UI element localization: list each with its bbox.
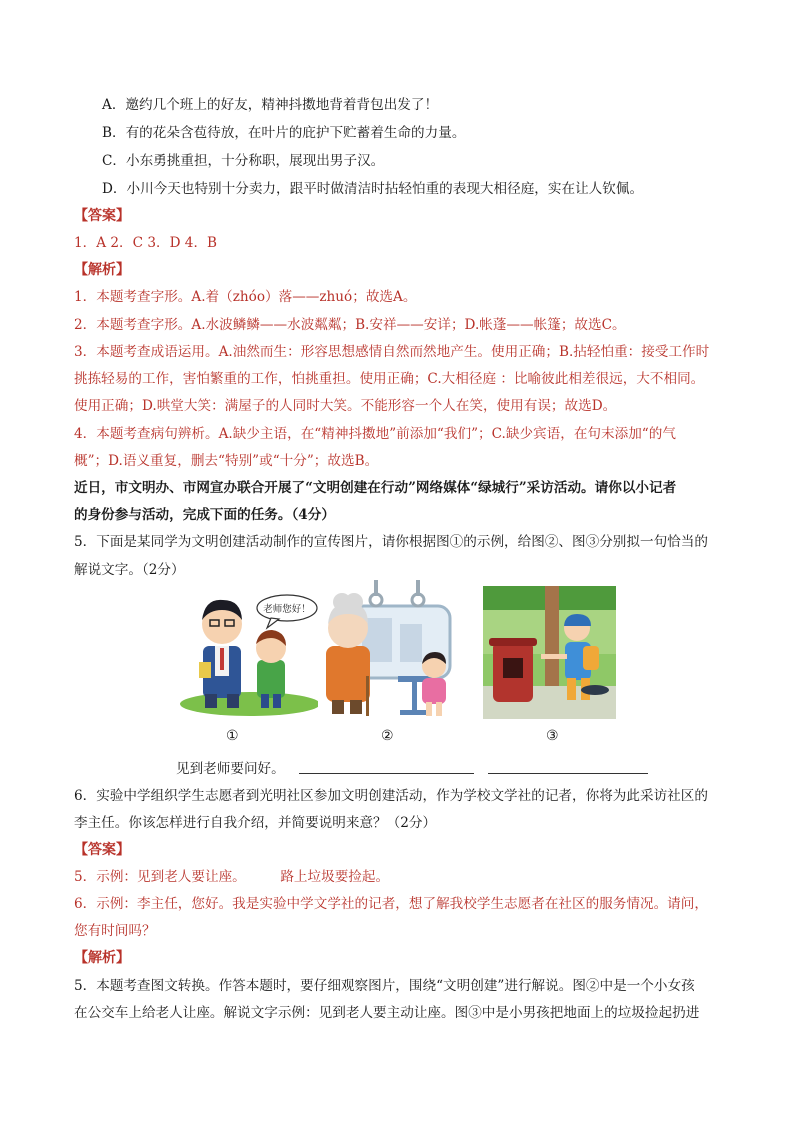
figure-number-2: ② xyxy=(381,728,394,744)
answer-6: 您有时间吗？ xyxy=(74,923,156,939)
analysis-q2: 2．本题考查字形。A.水波鳞鳞——水波粼粼；B.安祥——安详；D.帐蓬——帐篷；故选C。 xyxy=(74,317,626,333)
question-5: 5．下面是某同学为文明创建活动制作的宣传图片，请你根据图①的示例，给图②、图③分别拟一句恰当的 xyxy=(74,534,708,550)
analysis-q3: 挑拣轻易的工作，害怕繁重的工作，怕挑重担。使用正确；C.大相径庭 ：比喻彼此相差很远，大不相同。 xyxy=(74,371,705,387)
answer-5: 5．示例：见到老人要让座。 路上垃圾要捡起。 xyxy=(74,869,390,885)
analysis-5: 5．本题考查图文转换。作答本题时，要仔细观察图片，围绕“文明创建”进行解说。图②中是一个小女孩 xyxy=(74,978,695,994)
figure-1-caption: 见到老师要问好。 xyxy=(176,761,285,777)
illustration-teacher-greeting xyxy=(175,586,325,721)
question-6: 6．实验中学组织学生志愿者到光明社区参加文明创建活动，作为学校文学社的记者，你将为此采访社区的 xyxy=(74,788,708,804)
task-intro: 的身份参与活动，完成下面的任务。（4分） xyxy=(74,507,335,523)
figure-number-1: ① xyxy=(226,728,239,744)
illustration-pick-up-litter xyxy=(483,586,616,719)
analysis-q4: 概”；D.语义重复，删去“特别”或“十分”；故选B。 xyxy=(74,453,379,469)
analysis-5: 在公交车上给老人让座。解说文字示例：见到老人要主动让座。图③中是小男孩把地面上的垃圾捡起扔进 xyxy=(74,1005,700,1021)
analysis-q1: 1．本题考查字形。A.着（zhóo）落——zhuó；故选A。 xyxy=(74,289,417,305)
option-a: A．邀约几个班上的好友，精神抖擞地背着背包出发了！ xyxy=(102,97,439,113)
illustration-give-seat xyxy=(318,578,458,720)
answer-blank-3[interactable] xyxy=(488,772,648,774)
answer-tag: 【答案】 xyxy=(74,842,130,858)
analysis-q3: 3．本题考查成语运用。A.油然而生：形容思想感情自然而然地产生。使用正确；B.拈轻怕重：接受工作时 xyxy=(74,344,710,360)
answer-tag: 【答案】 xyxy=(74,208,130,224)
answer-blank-2[interactable] xyxy=(299,772,474,774)
speech-bubble-text: 老师您好！ xyxy=(263,604,311,615)
question-6: 李主任。你该怎样进行自我介绍，并简要说明来意？（2分） xyxy=(74,815,437,831)
answers: 1．A 2．C 3．D 4．B xyxy=(74,235,218,251)
question-5: 解说文字。（2分） xyxy=(74,562,185,578)
option-b: B．有的花朵含苞待放，在叶片的庇护下贮蓄着生命的力量。 xyxy=(102,125,466,141)
option-c: C．小东勇挑重担，十分称职，展现出男子汉。 xyxy=(102,153,385,169)
answer-6: 6．示例：李主任，您好。我是实验中学文学社的记者，想了解我校学生志愿者在社区的服务情况。请问， xyxy=(74,896,708,912)
analysis-tag: 【解析】 xyxy=(74,950,130,966)
figure-number-3: ③ xyxy=(546,728,559,744)
option-d: D．小川今天也特别十分卖力，跟平时做清洁时拈轻怕重的表现大相径庭，实在让人钦佩。 xyxy=(102,181,644,197)
analysis-q3: 使用正确；D.哄堂大笑：满屋子的人同时大笑。不能形容一个人在笑，使用有误；故选D。 xyxy=(74,398,617,414)
analysis-q4: 4．本题考查病句辨析。A.缺少主语，在“精神抖擞地”前添加“我们”；C.缺少宾语，在句末添加“的气 xyxy=(74,426,676,442)
task-intro: 近日，市文明办、市网宣办联合开展了“文明创建在行动”网络媒体“绿城行”采访活动。请你以小记者 xyxy=(74,480,677,496)
analysis-tag: 【解析】 xyxy=(74,262,130,278)
